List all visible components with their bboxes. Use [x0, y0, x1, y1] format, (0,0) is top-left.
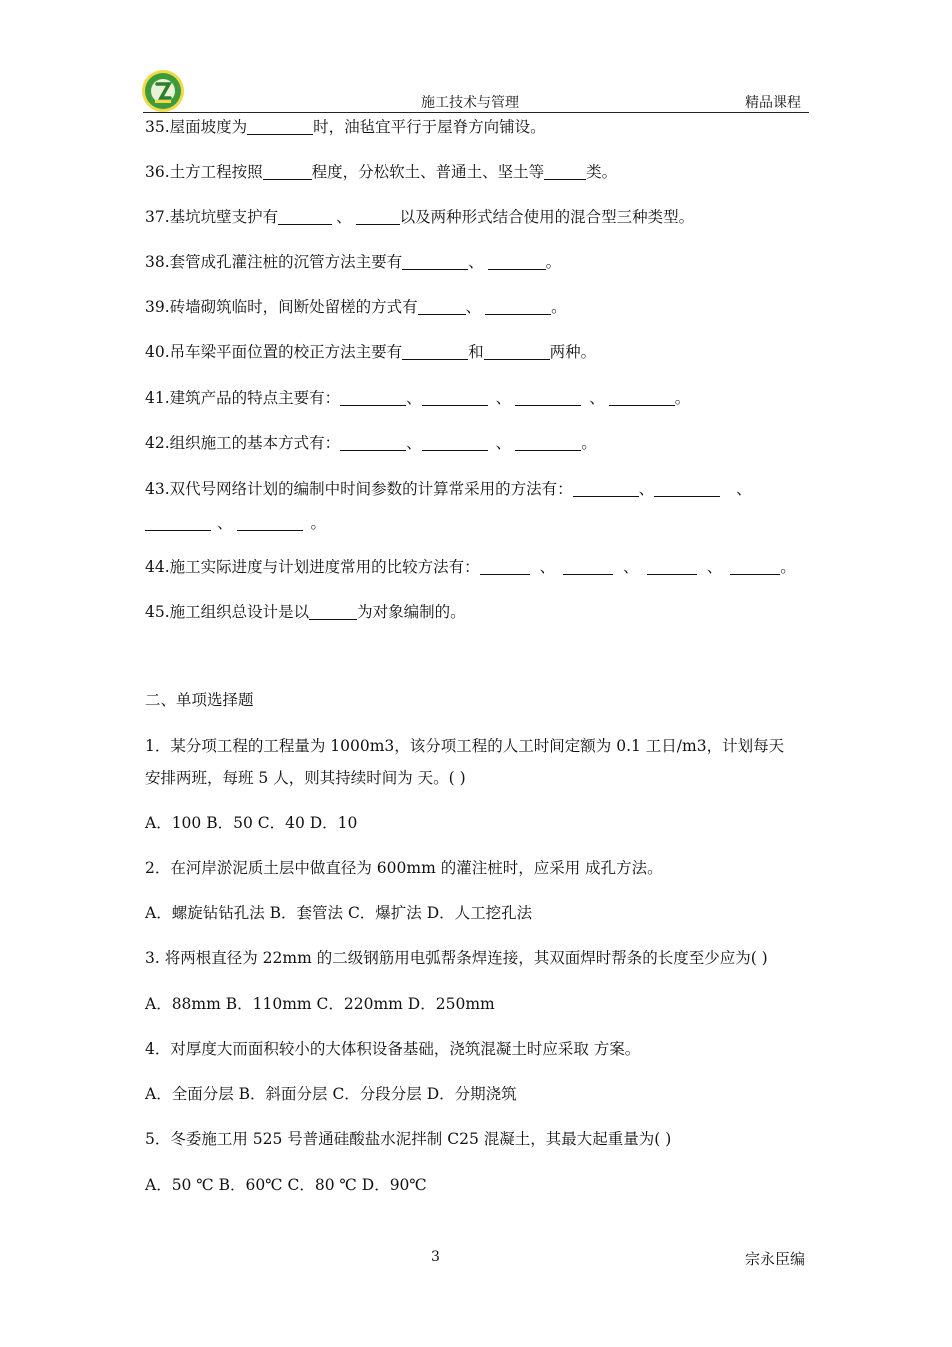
- question-text: 44.施工实际进度与计划进度常用的比较方法有：: [145, 558, 480, 576]
- question-text: 35.屋面坡度为: [145, 118, 248, 136]
- answer-blank[interactable]: [278, 208, 332, 225]
- answer-blank[interactable]: [563, 558, 613, 575]
- answer-blank[interactable]: [515, 434, 581, 451]
- question-text: 。: [551, 298, 567, 316]
- question-text: 时，油毡宜平行于屋脊方向铺设。: [313, 118, 546, 136]
- answer-blank[interactable]: [422, 389, 488, 406]
- question-40: [145, 342, 596, 362]
- mc-options-3: A．88mm B．110mm C．220mm D．250mm: [145, 995, 495, 1013]
- question-43: [145, 479, 752, 499]
- question-text: 。: [545, 253, 562, 271]
- separator: 。: [780, 558, 796, 576]
- question-44: [145, 557, 796, 577]
- question-45: [145, 602, 466, 622]
- question-42: [145, 433, 597, 453]
- header-title: 施工技术与管理: [421, 95, 519, 111]
- mc-options-4: A．全面分层 B．斜面分层 C．分段分层 D．分期浇筑: [145, 1085, 517, 1103]
- separator: 、: [623, 558, 639, 576]
- separator: 。: [310, 514, 327, 532]
- answer-blank[interactable]: [402, 253, 468, 270]
- question-text: 42.组织施工的基本方式有：: [145, 434, 341, 452]
- mc-question-4: 4．对厚度大而面积较小的大体积设备基础，浇筑混凝土时应采取 方案。: [145, 1040, 641, 1058]
- separator: 、: [495, 389, 512, 407]
- answer-blank[interactable]: [573, 480, 639, 497]
- header-course-label: 精品课程: [745, 95, 801, 111]
- answer-blank[interactable]: [485, 298, 551, 315]
- answer-blank[interactable]: [484, 343, 550, 360]
- question-36: [145, 162, 617, 182]
- answer-blank[interactable]: [544, 163, 586, 180]
- page-number: 3: [431, 1249, 440, 1265]
- question-text: 程度，分松软土、普通土、坚土等: [311, 163, 545, 181]
- separator: 、: [589, 389, 605, 407]
- answer-blank[interactable]: [340, 389, 406, 406]
- answer-blank[interactable]: [237, 514, 303, 531]
- question-text: 两种。: [549, 343, 597, 361]
- mc-question-1: 1．某分项工程的工程量为 1000m3，该分项工程的人工时间定额为 0.1 工日/m3，计划每天: [145, 737, 785, 755]
- separator: 。: [581, 434, 597, 452]
- separator: 、: [468, 253, 484, 271]
- mc-question-5: 5．冬委施工用 525 号普通硅酸盐水泥拌制 C25 混凝土，其最大起重量为( ): [145, 1130, 672, 1148]
- question-35: [145, 117, 546, 137]
- answer-blank[interactable]: [647, 558, 697, 575]
- answer-blank[interactable]: [247, 118, 313, 135]
- separator: 、: [539, 558, 556, 576]
- question-39: [145, 297, 567, 317]
- question-text: 37.基坑坑壁支护有: [145, 208, 279, 226]
- answer-blank[interactable]: [402, 343, 468, 360]
- question-text: 40.吊车梁平面位置的校正方法主要有: [145, 343, 403, 361]
- answer-blank[interactable]: [340, 434, 406, 451]
- separator: 、: [638, 480, 655, 498]
- question-text: 和: [468, 343, 484, 361]
- footer-editor: 宗永臣编: [745, 1250, 806, 1268]
- answer-blank[interactable]: [488, 253, 546, 270]
- question-text: 36.土方工程按照: [145, 163, 263, 181]
- question-text: 43.双代号网络计划的编制中时间参数的计算常采用的方法有：: [145, 480, 573, 498]
- answer-blank[interactable]: [480, 558, 530, 575]
- question-37: [145, 207, 694, 227]
- answer-blank[interactable]: [654, 480, 720, 497]
- question-43-continued: [145, 513, 326, 533]
- mc-options-1: A．100 B．50 C．40 D．10: [145, 814, 358, 832]
- separator: 、: [465, 298, 482, 316]
- answer-blank[interactable]: [356, 208, 400, 225]
- mc-question-2: 2．在河岸淤泥质土层中做直径为 600mm 的灌注桩时，应采用 成孔方法。: [145, 859, 663, 877]
- question-text: 39.砖墙砌筑临时，间断处留槎的方式有: [145, 298, 418, 316]
- answer-blank[interactable]: [730, 558, 780, 575]
- question-text: 38.套管成孔灌注桩的沉管方法主要有: [145, 253, 403, 271]
- question-text: 类。: [586, 163, 618, 181]
- question-41: [145, 388, 690, 408]
- separator: 、: [706, 558, 723, 576]
- separator: 、: [406, 389, 422, 407]
- separator: 、: [736, 480, 752, 498]
- question-text: 为对象编制的。: [357, 603, 466, 621]
- answer-blank[interactable]: [515, 389, 581, 406]
- mc-options-5: A．50 ℃ B．60℃ C．80 ℃ D．90℃: [145, 1176, 427, 1194]
- question-38: [145, 252, 561, 272]
- answer-blank[interactable]: [609, 389, 675, 406]
- answer-blank[interactable]: [145, 514, 211, 531]
- mc-question-3: 3. 将两根直径为 22mm 的二级钢筋用电弧帮条焊连接，其双面焊时帮条的长度至少应为( ): [145, 949, 768, 967]
- page-header: [143, 92, 809, 113]
- question-text: 45.施工组织总设计是以: [145, 603, 310, 621]
- answer-blank[interactable]: [422, 434, 488, 451]
- question-text: 以及两种形式结合使用的混合型三种类型。: [399, 208, 695, 226]
- separator: 。: [674, 389, 691, 407]
- mc-question-1-continued: 安排两班，每班 5 人，则其持续时间为 天。( ): [145, 769, 466, 787]
- separator: 、: [217, 514, 233, 532]
- answer-blank[interactable]: [418, 298, 466, 315]
- question-text: 41.建筑产品的特点主要有：: [145, 389, 341, 407]
- answer-blank[interactable]: [263, 163, 312, 180]
- separator: 、: [336, 208, 352, 226]
- separator: 、: [406, 434, 422, 452]
- mc-options-2: A．螺旋钻钻孔法 B．套管法 C．爆扩法 D．人工挖孔法: [145, 904, 533, 922]
- separator: 、: [495, 434, 512, 452]
- answer-blank[interactable]: [309, 603, 357, 620]
- section-title: 二、单项选择题: [145, 691, 254, 709]
